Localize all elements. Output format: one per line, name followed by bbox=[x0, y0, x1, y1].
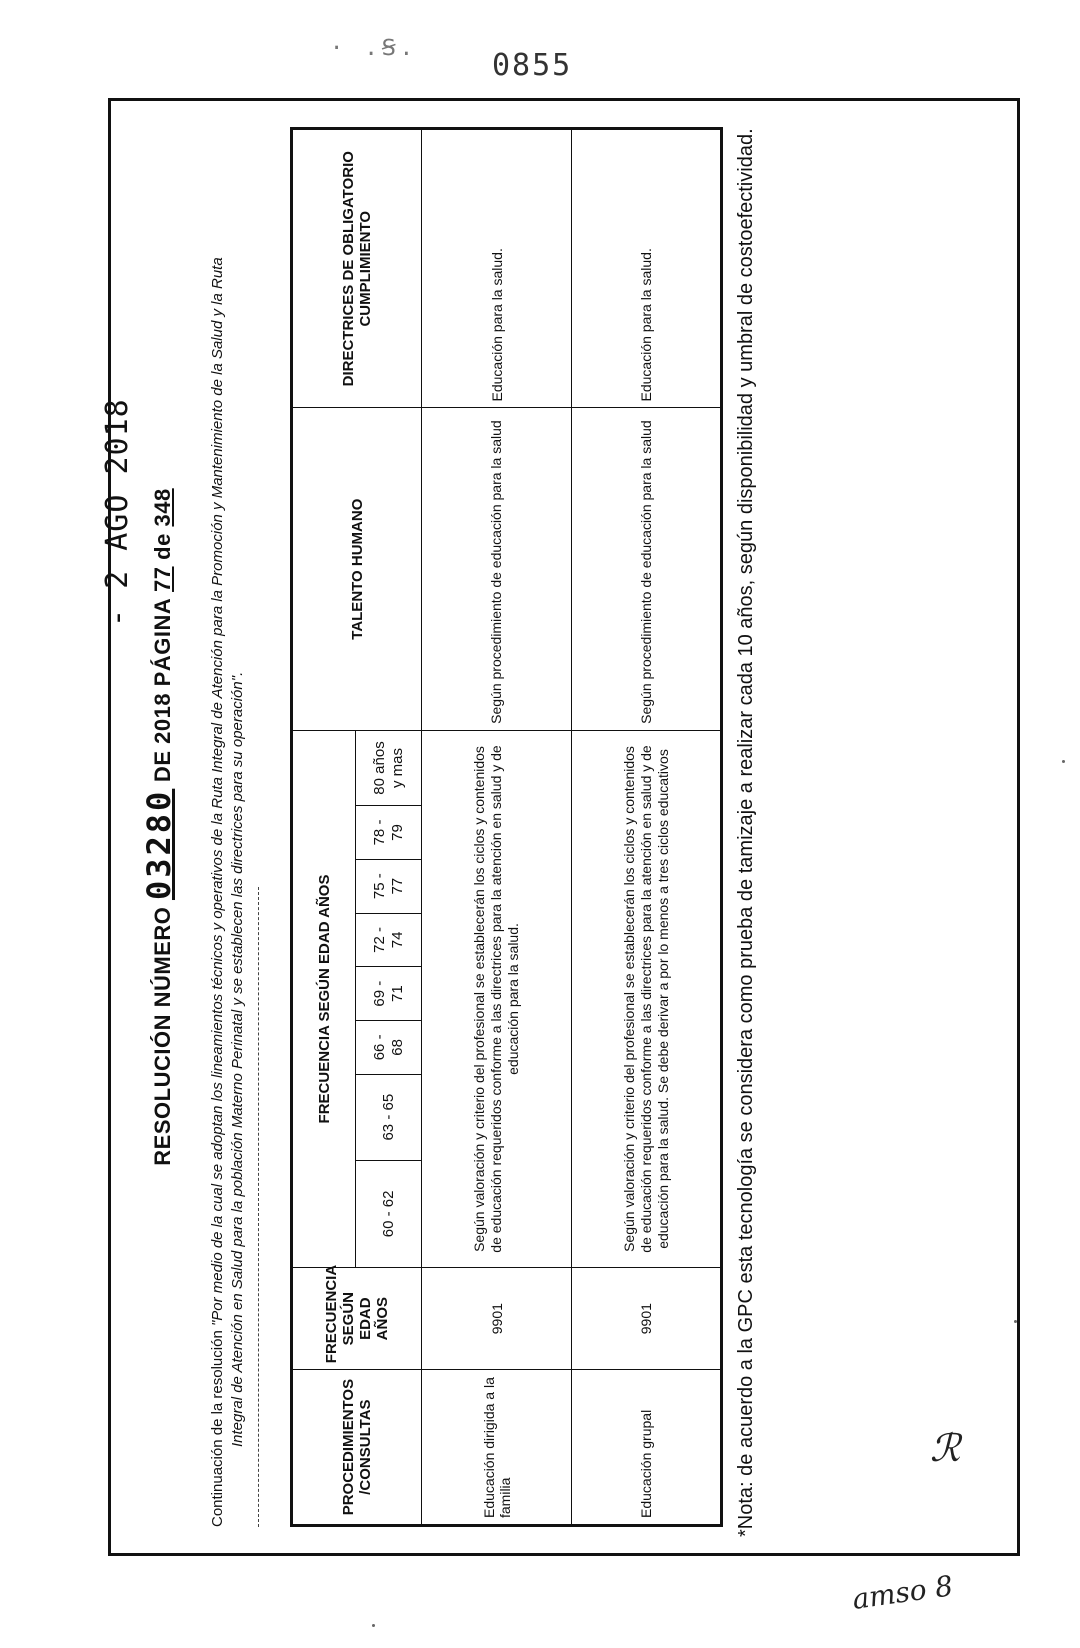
row2-code: 9901 bbox=[572, 1268, 722, 1370]
scan-speck bbox=[1014, 1320, 1017, 1323]
intro-quote-line2: Integral de Atención en Salud para la población Materno Perinatal y se establecen las directrices para su operación". bbox=[229, 671, 246, 1447]
page-of: de bbox=[150, 533, 175, 560]
row1-code: 9901 bbox=[422, 1268, 572, 1370]
intro-lead: Continuación de la resolución bbox=[209, 1330, 226, 1527]
intro-quote-line1: "Por medio de la cual se adoptan los lineamientos técnicos y operativos de la Ruta Integral de Atención para la Promoción y Mantenimiento de la Salud y la Ruta bbox=[209, 257, 226, 1327]
age-range-cell: 69 - 71 bbox=[356, 967, 422, 1021]
initials-signature: ℛ bbox=[930, 1426, 961, 1470]
row2-frequency: Según valoración y criterio del profesional se establecerán los ciclos y contenidos de educación requeridos conforme a las directrices para la atención en salud y de educación para la salud. Se debe derivar a por lo menos a tres ciclos educativos bbox=[572, 730, 722, 1267]
row2-procedure: Educación grupal bbox=[572, 1370, 722, 1526]
row1-directive: Educación para la salud. bbox=[422, 129, 572, 408]
scan-speck bbox=[372, 1624, 375, 1627]
handwritten-date: - 2 AGO 2018 bbox=[100, 398, 135, 627]
row1-procedure: Educación dirigida a la familia bbox=[422, 1370, 572, 1526]
top-stamp-faint: · .Ꞩ. bbox=[330, 36, 417, 61]
row1-frequency: Según valoración y criterio del profesional se establecerán los ciclos y contenidos de educación requeridos conforme a las directrices para la atención en salud y de educación para la salud. bbox=[422, 730, 572, 1267]
resolution-number: 03280 bbox=[140, 788, 178, 901]
scan-speck bbox=[1062, 760, 1065, 763]
age-range-cell: 60 - 62 bbox=[356, 1160, 422, 1267]
rotated-page-content bbox=[100, 107, 1010, 1547]
intro-text bbox=[208, 107, 248, 1527]
header-talent: TALENTO HUMANO bbox=[292, 408, 422, 730]
procedures-table bbox=[290, 127, 723, 1527]
age-range-cell: 78 - 79 bbox=[356, 806, 422, 860]
age-range-cell: 80 años y mas bbox=[356, 730, 422, 805]
page-number: 77 bbox=[150, 566, 175, 592]
row1-talent: Según procedimiento de educación para la salud bbox=[422, 408, 572, 730]
resolution-prefix: RESOLUCIÓN NÚMERO bbox=[150, 906, 175, 1166]
separator-line bbox=[258, 887, 259, 1527]
top-stamp-number: 0855 bbox=[492, 48, 573, 83]
row2-talent: Según procedimiento de educación para la salud bbox=[572, 408, 722, 730]
resolution-mid: DE 2018 PÁGINA bbox=[150, 598, 175, 783]
resolution-header bbox=[100, 107, 188, 1547]
footnote: *Nota: de acuerdo a la GPC esta tecnología se considera como prueba de tamizaje a realizar cada 10 años, según disponibilidad y umbral de costoefectividad. bbox=[735, 128, 757, 1537]
handwritten-signature: amso 8 bbox=[850, 1569, 955, 1616]
age-range-cell: 72 - 74 bbox=[356, 913, 422, 967]
header-frequency-code: FRECUENCIA SEGÚN EDAD AÑOS bbox=[292, 1268, 422, 1370]
header-procedures: PROCEDIMIENTOS /CONSULTAS bbox=[292, 1370, 422, 1526]
header-directives: DIRECTRICES DE OBLIGATORIO CUMPLIMIENTO bbox=[292, 129, 422, 408]
resolution-title bbox=[140, 107, 178, 1547]
age-range-cell: 75 - 77 bbox=[356, 859, 422, 913]
row2-directive: Educación para la salud. bbox=[572, 129, 722, 408]
age-range-cell: 63 - 65 bbox=[356, 1074, 422, 1160]
age-range-cell: 66 - 68 bbox=[356, 1020, 422, 1074]
page-total: 348 bbox=[150, 488, 175, 527]
header-frequency-group: FRECUENCIA SEGÚN EDAD AÑOS bbox=[292, 730, 356, 1267]
